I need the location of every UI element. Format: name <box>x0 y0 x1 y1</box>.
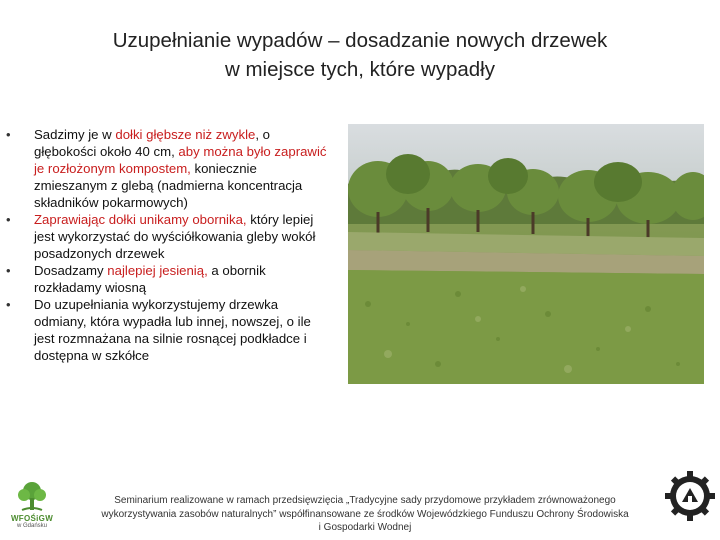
bullet-dot: • <box>6 297 11 312</box>
bullet-text: , o głębokości około 40 cm, <box>34 127 271 159</box>
bullet-text: który lepiej jest wykorzystać do wyściółkowania gleby wokół posadzonych drzewek <box>34 212 316 261</box>
bullet-highlight-text: dołki głębsze niż zwykle <box>115 127 256 142</box>
slide-title-line2: w miejsce tych, które wypadły <box>224 58 495 81</box>
bullet-item <box>6 126 332 211</box>
bullet-list <box>6 126 332 364</box>
bullet-text: Sadzimy je w <box>34 127 116 142</box>
tree-logo-icon <box>4 480 60 514</box>
bullet-highlight-text: najlepiej jesienią, <box>107 263 208 278</box>
bullet-text: koniecznie zmieszanym z glebą (nadmierna koncentracja składników pokarmowych) <box>34 161 303 210</box>
footer-line1: Seminarium realizowane w ramach przedsięwzięcia „Tradycyjne sady przydomowe przykładem zrównoważonego <box>114 495 616 506</box>
bullet-highlight-text: Zaprawiając dołki unikamy obornika, <box>34 212 247 227</box>
gear-seal-logo-icon <box>664 470 716 522</box>
footer-line3: i Gospodarki Wodnej <box>318 522 412 533</box>
bullet-dot: • <box>6 263 11 278</box>
bullet-item <box>6 296 332 364</box>
footer-note <box>70 494 660 535</box>
logo-brand-text: WFOŚiGW <box>10 514 54 523</box>
orchard-photo <box>348 124 704 384</box>
slide-title <box>60 26 660 84</box>
logo-sub-text: w Gdańsku <box>16 523 47 529</box>
bullet-dot: • <box>6 212 11 227</box>
bullet-dot: • <box>6 127 11 142</box>
bullet-highlight-text: aby można było zaprawić je rozłożonym kompostem, <box>34 144 327 176</box>
bullet-text: Do uzupełniania wykorzystujemy drzewka odmiany, która wypadła lub innej, nowszej, o ile jest rozmnażana na silnie rosnącej podkładce i dostępna w szkółce <box>34 297 311 363</box>
bullet-text: a obornik rozkładamy wiosną <box>34 263 266 295</box>
bullet-text: Dosadzamy <box>34 263 108 278</box>
slide-title-line1: Uzupełnianie wypadów – dosadzanie nowych drzewek <box>112 29 608 52</box>
bullet-item <box>6 262 332 296</box>
wfosigw-logo <box>4 480 62 530</box>
bullet-item <box>6 211 332 262</box>
footer-line2: wykorzystywania zasobów naturalnych” współfinansowane ze środków Wojewódzkiego Funduszu Ochrony Środowiska <box>101 508 629 520</box>
